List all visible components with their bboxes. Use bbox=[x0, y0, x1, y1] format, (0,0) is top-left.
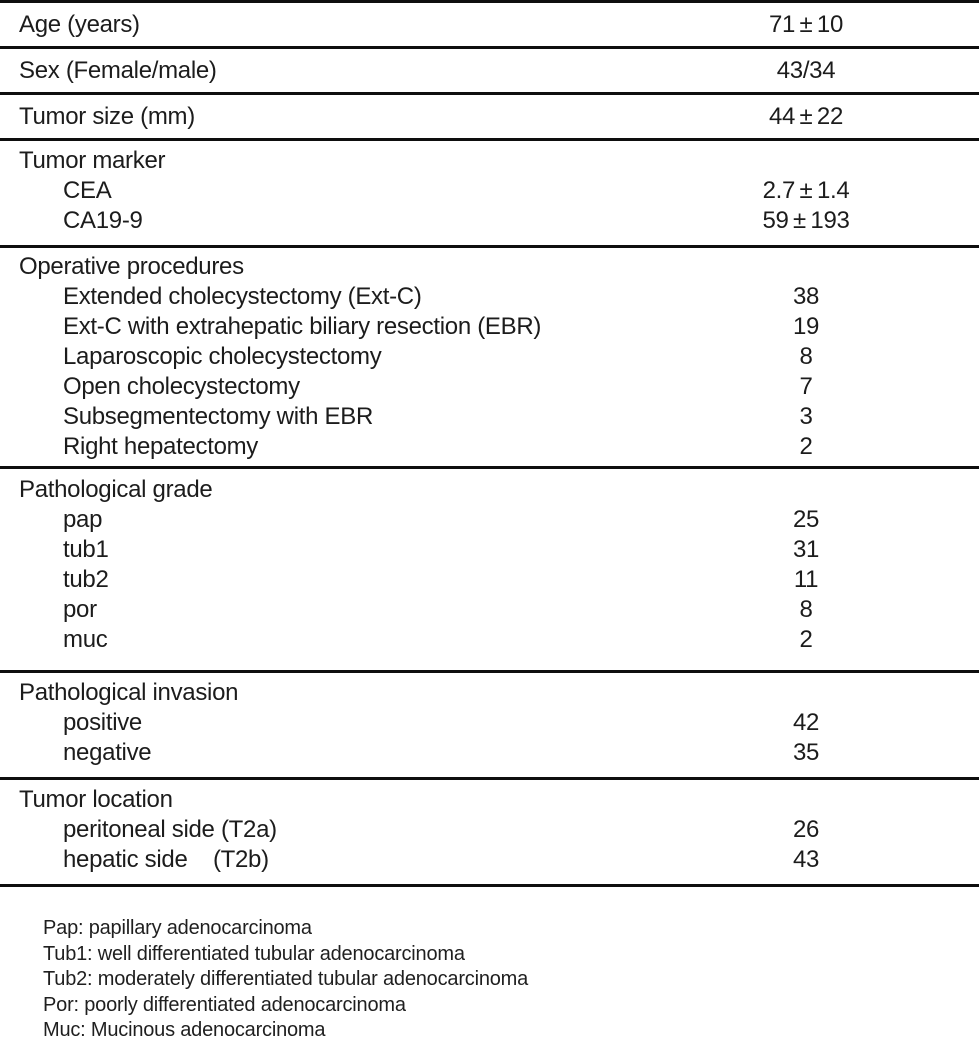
row-label: tub1 bbox=[63, 536, 109, 563]
footnote-line: Tub2: moderately differentiated tubular adenocarcinoma bbox=[43, 968, 529, 990]
table-row bbox=[0, 708, 979, 738]
table-row bbox=[0, 595, 979, 625]
table-section bbox=[0, 780, 979, 884]
row-label: por bbox=[63, 596, 97, 623]
row-label: muc bbox=[63, 626, 108, 653]
table-row bbox=[0, 176, 979, 206]
row-label: negative bbox=[63, 739, 152, 766]
row-value: 71 ± 10 bbox=[768, 10, 844, 38]
row-value: 59 ± 193 bbox=[762, 207, 850, 234]
section-header-row bbox=[0, 475, 979, 505]
footnote-line: Pap: papillary adenocarcinoma bbox=[43, 917, 312, 939]
row-value: 3 bbox=[799, 403, 813, 430]
table-row bbox=[0, 402, 979, 432]
table-row bbox=[0, 535, 979, 565]
row-value: 8 bbox=[799, 343, 813, 370]
row-value: 25 bbox=[792, 506, 820, 533]
row-value: 43 bbox=[792, 846, 820, 873]
table-row bbox=[0, 282, 979, 312]
row-value: 8 bbox=[799, 596, 813, 623]
horizontal-rule bbox=[0, 884, 979, 887]
table-row bbox=[0, 95, 979, 138]
row-value: 26 bbox=[792, 816, 820, 843]
row-value: 42 bbox=[792, 709, 820, 736]
section-header: Tumor location bbox=[19, 786, 173, 813]
row-value: 2 bbox=[799, 433, 813, 460]
table-section bbox=[0, 673, 979, 777]
row-label: pap bbox=[63, 506, 103, 533]
row-value: 19 bbox=[792, 313, 820, 340]
table-row bbox=[0, 49, 979, 92]
row-value: 44 ± 22 bbox=[768, 102, 844, 130]
table-section bbox=[0, 469, 979, 670]
table-section bbox=[0, 248, 979, 466]
table-row bbox=[0, 565, 979, 595]
row-value: 2 bbox=[799, 626, 813, 653]
section-header-row bbox=[0, 146, 979, 176]
table-row bbox=[0, 312, 979, 342]
row-value: 31 bbox=[792, 536, 820, 563]
row-label: peritoneal side (T2a) bbox=[63, 816, 277, 843]
row-label: Subsegmentectomy with EBR bbox=[63, 403, 373, 430]
section-header: Pathological invasion bbox=[19, 679, 239, 706]
table-row bbox=[0, 845, 979, 875]
row-label: Sex (Female/male) bbox=[19, 56, 217, 84]
table-row bbox=[0, 815, 979, 845]
section-header-row bbox=[0, 785, 979, 815]
row-label: Ext-C with extrahepatic biliary resection (EBR) bbox=[63, 313, 542, 340]
table-row bbox=[0, 372, 979, 402]
row-label: Age (years) bbox=[19, 10, 140, 38]
footnote-line: Por: poorly differentiated adenocarcinoma bbox=[43, 993, 406, 1016]
footnote-line: Tub1: well differentiated tubular adenocarcinoma bbox=[43, 942, 465, 965]
row-value: 43/34 bbox=[776, 56, 836, 84]
section-header-row bbox=[0, 252, 979, 282]
table-row bbox=[0, 206, 979, 236]
row-label: tub2 bbox=[63, 566, 109, 593]
footnote-line: Muc: Mucinous adenocarcinoma bbox=[43, 1019, 326, 1041]
table-row bbox=[0, 505, 979, 535]
table-row bbox=[0, 342, 979, 372]
row-value: 11 bbox=[793, 566, 819, 593]
row-label: CA19-9 bbox=[63, 207, 143, 234]
row-label: CEA bbox=[63, 177, 112, 204]
row-value: 2.7 ± 1.4 bbox=[762, 177, 850, 204]
row-value: 35 bbox=[792, 739, 820, 766]
section-header-row bbox=[0, 678, 979, 708]
row-label: Tumor size (mm) bbox=[19, 102, 195, 130]
table-row bbox=[0, 738, 979, 768]
section-header: Operative procedures bbox=[19, 253, 244, 280]
row-label: positive bbox=[63, 709, 142, 736]
footnotes bbox=[0, 916, 979, 1044]
row-label: Right hepatectomy bbox=[63, 433, 259, 460]
table-row bbox=[0, 625, 979, 655]
row-label: Laparoscopic cholecystectomy bbox=[63, 343, 382, 370]
row-label: hepatic side (T2b) bbox=[63, 846, 269, 873]
table-row bbox=[0, 432, 979, 462]
table-row bbox=[0, 3, 979, 46]
section-header: Tumor marker bbox=[19, 147, 166, 174]
table-section bbox=[0, 141, 979, 245]
row-label: Extended cholecystectomy (Ext-C) bbox=[63, 283, 422, 310]
section-header: Pathological grade bbox=[19, 476, 213, 503]
row-label: Open cholecystectomy bbox=[63, 373, 300, 400]
row-value: 7 bbox=[799, 373, 813, 400]
row-value: 38 bbox=[792, 283, 820, 310]
